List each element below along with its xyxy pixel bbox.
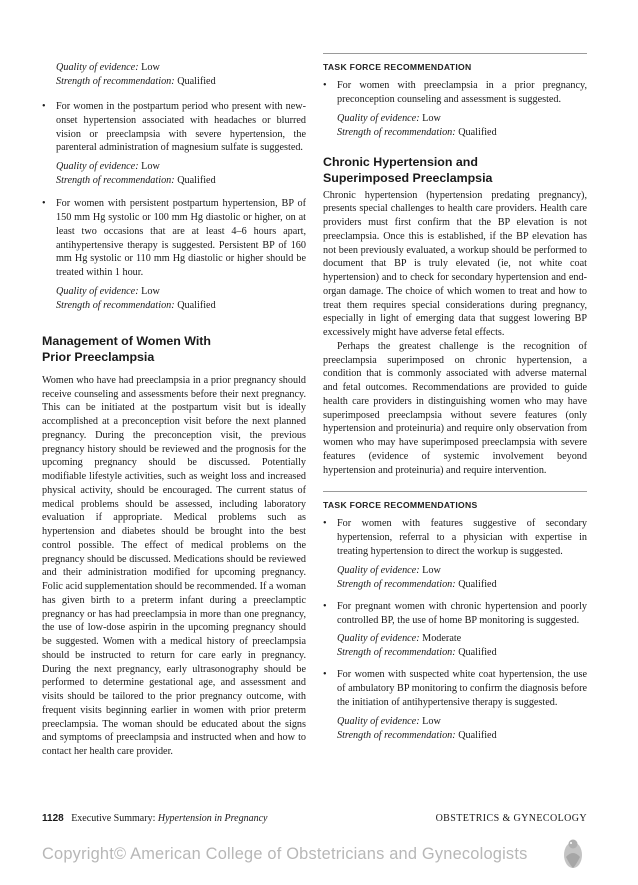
recommendation-bullet: • For women with suspected white coat hypertension, the use of ambulatory BP monitoring to confirm the diagnosis before the initiation of antihypertensive therapy is suggested. xyxy=(323,668,587,709)
recommendation-bullet: • For women with preeclampsia in a prior pregnancy, preconception counseling and assessment is suggested. xyxy=(323,79,587,107)
quality-value: Low xyxy=(141,161,160,173)
quality-label: Quality of evidence: xyxy=(337,112,420,124)
strength-value: Qualified xyxy=(458,647,497,659)
strength-value: Qualified xyxy=(177,76,216,87)
quality-value: Low xyxy=(422,715,441,727)
recommendation-bullet: • For women with persistent postpartum hypertension, BP of 150 mm Hg systolic or 100 mm Hg diastolic or higher, on at least two occasions that are at least 4–6 hours apart, antihypertensive therapy is suggested. Persistent BP of 160 mm Hg systolic or 110 mm Hg diastolic or higher should be treated within 1 hour. xyxy=(42,197,306,280)
strength-label: Strength of recommendation: xyxy=(56,299,175,311)
evidence-block xyxy=(323,112,587,140)
heading-line: Management of Women With xyxy=(42,333,211,348)
evidence-block xyxy=(42,285,306,313)
strength-label: Strength of recommendation: xyxy=(337,578,456,590)
left-column xyxy=(42,58,306,759)
heading-line: Prior Preeclampsia xyxy=(42,349,155,364)
task-force-box xyxy=(323,53,587,140)
quality-value: Low xyxy=(422,564,441,576)
body-paragraph: Chronic hypertension (hypertension predating pregnancy), presents special challenges to health care providers. Health care providers must first confirm that the BP elevation is not preeclampsia. Once this is established, if the BP elevation has not been previously evaluated, a workup should be performed to document that BP is truly elevated (ie, not white coat hypertension) and to check for secondary hypertension and end-organ damage. The choice of which women to treat and how to treat them requires special considerations during pregnancy, especially in light of emerging data that suggest lowering BP excessively might have adverse fetal effects. xyxy=(323,189,587,339)
journal-name: OBSTETRICS & GYNECOLOGY xyxy=(435,813,587,824)
right-column xyxy=(323,58,587,743)
quality-label: Quality of evidence: xyxy=(56,62,139,73)
strength-value: Qualified xyxy=(177,175,216,187)
strength-label: Strength of recommendation: xyxy=(337,647,456,659)
strength-label: Strength of recommendation: xyxy=(56,76,175,87)
quality-label: Quality of evidence: xyxy=(337,715,420,727)
running-title: Executive Summary: xyxy=(71,813,156,824)
copyright-watermark: Copyright© American College of Obstetricians and Gynecologists xyxy=(42,845,528,863)
page-footer xyxy=(42,813,587,824)
evidence-block xyxy=(323,564,587,592)
quality-label: Quality of evidence: xyxy=(56,161,139,173)
strength-value: Qualified xyxy=(458,729,497,741)
evidence-block xyxy=(323,632,587,660)
strength-label: Strength of recommendation: xyxy=(56,175,175,187)
heading-line: Chronic Hypertension and xyxy=(323,154,478,169)
section-heading xyxy=(42,333,306,365)
acog-logo-icon xyxy=(560,837,586,871)
task-force-box xyxy=(323,491,587,742)
task-force-title: TASK FORCE RECOMMENDATION xyxy=(323,62,472,72)
task-force-title: TASK FORCE RECOMMENDATIONS xyxy=(323,500,478,511)
quality-value: Low xyxy=(141,62,160,73)
body-paragraph: Women who have had preeclampsia in a prior pregnancy should receive counseling and assessments before their next pregnancy. This can be initiated at the postpartum visit but is ideally accomplished at a preconception visit before the next planned pregnancy. During the preconception visit, the previous pregnancy history should be reviewed and the prognosis for the upcoming pregnancy should be discussed. Potentially modifiable lifestyle activities, such as weight loss and increased physical activity, should be encouraged. The current status of medical problems should be assessed, including laboratory evaluation if appropriate. Medical problems such as hypertension and diabetes should be brought into the best control possible. The effect of medical problems on the pregnancy should be discussed. Medications should be reviewed and their administration modified for upcoming pregnancy. Folic acid supplementation should be recommended. If a woman has given birth to a preterm infant during a preeclamptic pregnancy or has had preeclampsia in more than one pregnancy, the use of low-dose aspirin in the upcoming pregnancy should be suggested. Women with a medical history of preeclampsia should be instructed to return for care early in pregnancy. During the next pregnancy, early ultrasonography should be performed to determine gestational age, and assessment and visits should be tailored to the prior pregnancy outcome, with frequent visits beginning earlier in women with prior preterm preeclampsia. The woman should be educated about the signs and symptoms of preeclampsia and instructed when and how to contact her health care provider. xyxy=(42,374,306,758)
strength-value: Qualified xyxy=(458,126,497,138)
quality-value: Moderate xyxy=(422,633,462,645)
strength-label: Strength of recommendation: xyxy=(337,126,456,138)
evidence-block xyxy=(323,715,587,743)
strength-label: Strength of recommendation: xyxy=(337,729,456,741)
quality-value: Low xyxy=(141,285,160,297)
body-paragraph: Perhaps the greatest challenge is the recognition of preeclampsia superimposed on chronic hypertension, a condition that is commonly associated with adverse maternal and fetal outcomes. Recommendations are provided to guide health care providers in distinguishing women who may have superimposed preeclampsia without severe features (only hypertension and proteinuria) and require only observation from women who may have superimposed preeclampsia with severe features (evidence of systemic involvement beyond hypertension and proteinuria) and require intervention. xyxy=(323,340,587,476)
section-heading xyxy=(323,154,587,186)
quality-label: Quality of evidence: xyxy=(337,633,420,645)
page-number: 1128 xyxy=(42,813,64,824)
evidence-block xyxy=(42,61,306,89)
heading-line: Superimposed Preeclampsia xyxy=(323,170,493,185)
evidence-block xyxy=(42,160,306,188)
strength-value: Qualified xyxy=(177,299,216,311)
recommendation-bullet: • For women with features suggestive of secondary hypertension, referral to a physician with expertise in treating hypertension to direct the workup is suggested. xyxy=(323,517,587,558)
running-title-italic: Hypertension in Pregnancy xyxy=(157,813,268,824)
recommendation-bullet: • For women in the postpartum period who present with new-onset hypertension associated with headaches or blurred vision or preeclampsia with severe hypertension, the parenteral administration of magnesium sulfate is suggested. xyxy=(42,100,306,155)
quality-label: Quality of evidence: xyxy=(56,285,139,297)
strength-value: Qualified xyxy=(458,578,497,590)
recommendation-bullet: • For pregnant women with chronic hypertension and poorly controlled BP, the use of home BP monitoring is suggested. xyxy=(323,600,587,628)
quality-label: Quality of evidence: xyxy=(337,564,420,576)
quality-value: Low xyxy=(422,112,441,124)
